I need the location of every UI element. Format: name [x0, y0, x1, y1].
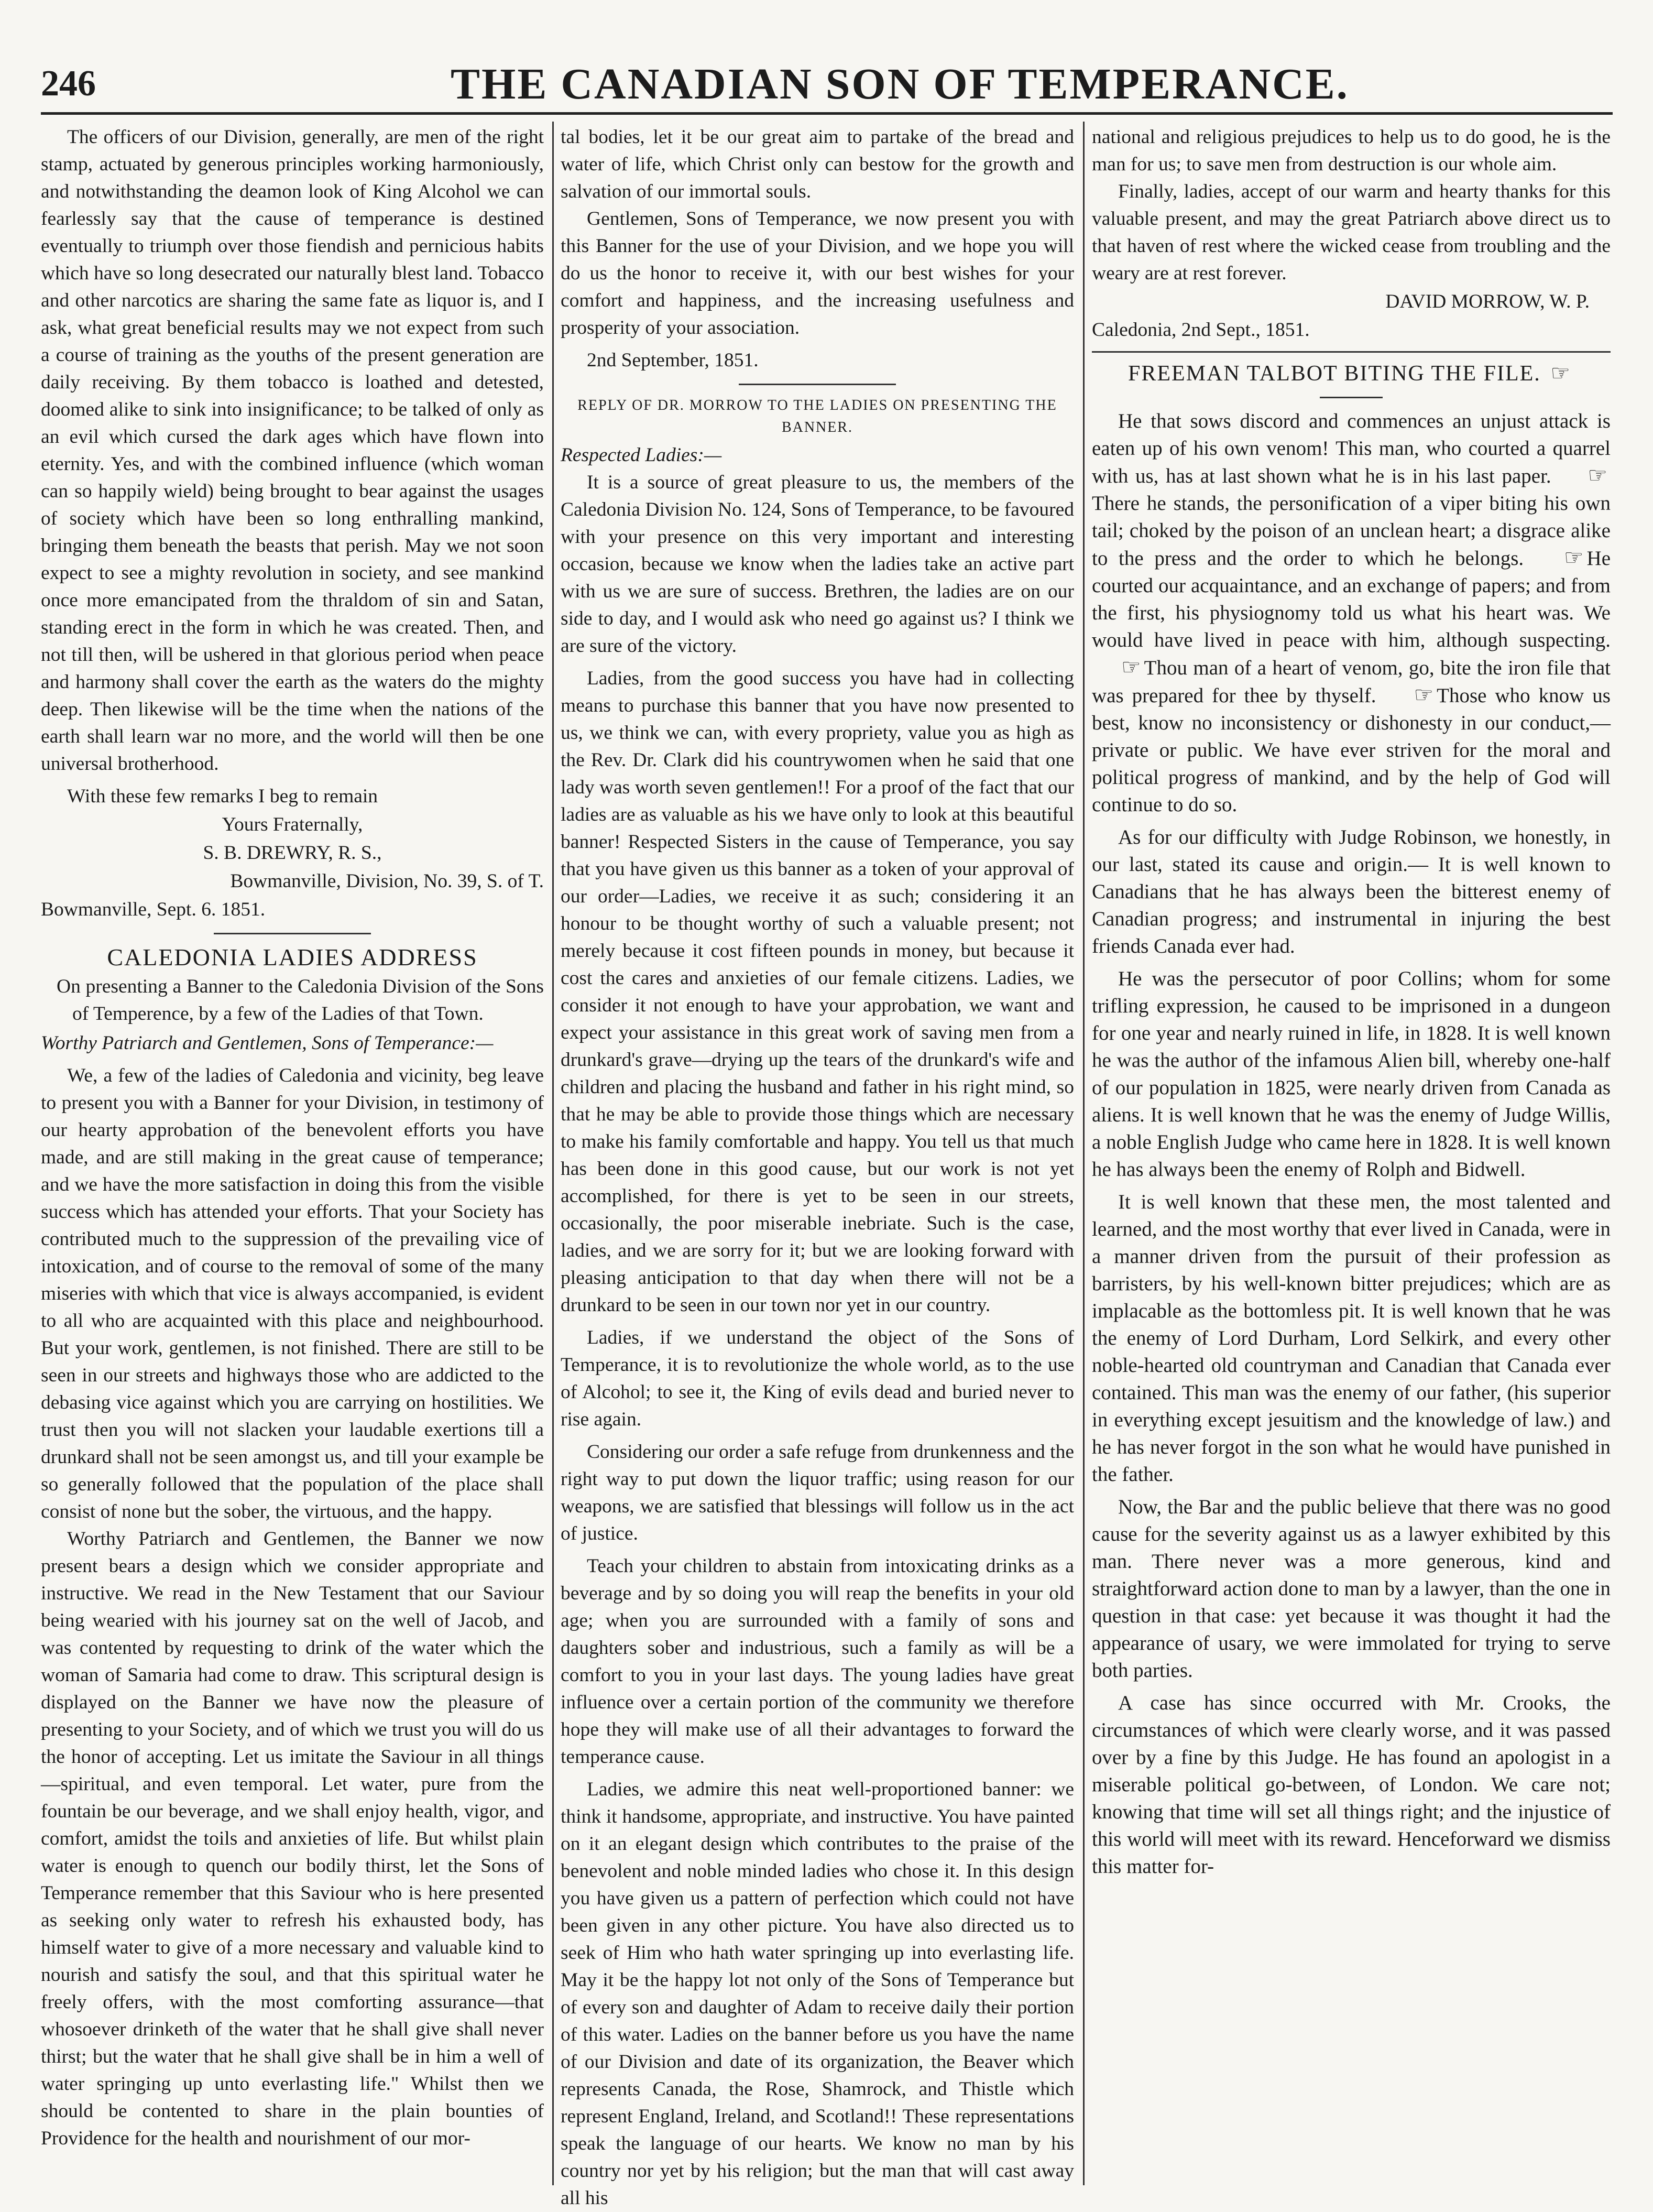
section-rule	[214, 933, 371, 934]
paragraph: Now, the Bar and the public believe that there was no good cause for the severity against us as a lawyer exhibited by this man. There never was a more generous, kind and straightforward action done to man by a lawyer, than the one in question in that case: yet because it was thought it had the appearance of usary, we were immolated for trying to serve both parties.	[1092, 1496, 1611, 1682]
paragraph-text: Thou man of a heart of venom, go, bite the iron file that was prepared for thee by thyself.	[1092, 657, 1611, 707]
section-title: REPLY OF DR. MORROW TO THE LADIES ON PRESENTING THE BANNER.	[577, 397, 1057, 435]
signer-name: DAVID MORROW, W. P.	[1385, 291, 1590, 312]
paragraph: Ladies, from the good success you have had in collecting means to purchase this banner that you have now presented to us, we think we can, with every propriety, value you as high as the Rev. Dr. Clark did his countrywomen when he said that one lady was worth seven gentlemen!! For a proof of the fact that our ladies are as valuable as his we have only to look at this beautiful banner! Respected Sisters in the cause of Temperance, you say that you have given us this banner as a token of your approval of our order—Ladies, we receive it as such; considering it an honour to be thought worthy of such a valuable present; not merely because it cost fifteen pounds in money, but because it cost the cares and anxieties of our female citizens. Ladies, we consider it not enough to have your approbation, we want and expect your assistance in this great work of saving men from a drunkard's grave—drying up the tears of the drunkard's wife and children and placing the husband and father in his right mind, so that he may be able to provide those things which are necessary to make his family comfortable and happy. You tell us that much has been done in this good cause, but our work is not yet accomplished, for there is yet to be seen in our streets, occasionally, the poor miserable inebriate. Such is the case, ladies, and we are sorry for it; but we are looking forward with pleasing anticipation to that day when there will not be a drunkard to be seen in our town nor yet in our country.	[561, 668, 1074, 1316]
section-title	[1092, 360, 1611, 387]
column-3	[1092, 124, 1611, 2175]
paragraph-text: Those who know us best, know no inconsistency or dishonesty in our conduct,—private or public. We have ever striven for the moral and political progress of mankind, and by the help of God will continue to do so.	[1092, 684, 1611, 816]
paragraph	[1092, 408, 1611, 819]
paragraph: It is a source of great pleasure to us, the members of the Caledonia Division No. 124, Sons of Temperance, to be favoured with your presence on this very important and interesting occasion, because we know when the ladies take an active part with us we are sure of success. Brethren, the ladies are on our side to day, and I would ask who need go against us? I think we are sure of the victory.	[561, 472, 1074, 657]
page-title: THE CANADIAN SON OF TEMPERANCE.	[451, 60, 1349, 108]
closing: Yours Fraternally,	[222, 814, 363, 835]
paragraph: Gentlemen, Sons of Temperance, we now present you with this Banner for the use of your Division, and we hope you will do us the honor to receive it, with our best wishes for your comfort and happiness, and the increasing usefulness and prosperity of your association.	[561, 208, 1074, 339]
paragraph: A case has since occurred with Mr. Crooks, the circumstances of which were clearly worse, and it was passed over by a fine by this Judge. He has found an apologist in a miserable political go-between, of London. We care not; knowing that time will set all things right; and the injustice of this world will meet with its reward. Henceforward we dismiss this matter for-	[1092, 1692, 1611, 1878]
pointing-hand-icon: ☞	[1563, 546, 1584, 570]
paragraph: Finally, ladies, accept of our warm and hearty thanks for this valuable present, and may the great Patriarch above direct us to that haven of rest where the wicked cease from troubling and the weary are at rest forever.	[1092, 181, 1611, 284]
section-title: CALEDONIA LADIES ADDRESS	[107, 944, 478, 971]
salutation: Respected Ladies:—	[561, 444, 722, 466]
paragraph: Considering our order a safe refuge from drunkenness and the right way to put down the liquor traffic; using reason for our weapons, we are satisfied that blessings will follow us in the act of justice.	[561, 1441, 1074, 1544]
pointing-hand-icon: ☞	[1588, 464, 1608, 488]
paragraph-text: There he stands, the personification of a viper biting his own tail; choked by the poison of an unclean heart; a disgrace alike to the press and the order to which he belongs.	[1092, 492, 1611, 570]
signer-name: S. B. DREWRY, R. S.,	[203, 842, 382, 864]
pointing-hand-icon: ☞	[1550, 362, 1571, 386]
paragraph: Worthy Patriarch and Gentlemen, the Banner we now present bears a design which we consider appropriate and instructive. We read in the New Testament that our Saviour being wearied with his journey sat on the well of Jacob, and was contented by requesting to drink of the water which the woman of Samaria had come to draw. This scriptural design is displayed on the Banner we have now the pleasure of presenting to your Society, and of which we trust you will do us the honor of accepting. Let us imitate the Saviour in all things—spiritual, and even temporal. Let water, pure from the fountain be our beverage, and we shall enjoy health, vigor, and comfort, amidst the toils and anxieties of life. But whilst plain water is enough to quench our bodily thirst, let the Sons of Temperance remember that this Saviour who is here presented as seeking only water to refresh his exhausted body, has himself water to give of a more necessary and valuable kind to nourish and satisfy the soul, and that this spiritual water he freely offers, with the most comforting assurance—that whosoever drinketh of the water that he shall give shall never thirst; but the water that he shall give shall be in him a well of water springing up unto everlasting life." Whilst then we should be contented to share in the plain bounties of Providence for the health and nourishment of our mor-	[41, 1528, 544, 2149]
paragraph: tal bodies, let it be our great aim to partake of the bread and water of life, which Christ only can bestow for the growth and salvation of our immortal souls.	[561, 126, 1074, 202]
signer-organization: Bowmanville, Division, No. 39, S. of T.	[230, 870, 544, 892]
paragraph: He was the persecutor of poor Collins; whom for some trifling expression, he caused to be imprisoned in a dungeon for one year and nearly ruined in life, in 1828. It is well known he was the author of the infamous Alien bill, whereby one-half of our population in 1825, were nearly driven from Canada as aliens. It is well known that he was the enemy of Judge Willis, a noble English Judge who came here in 1828. It is well known he has always been the enemy of Rolph and Bidwell.	[1092, 967, 1611, 1181]
paragraph-text: He that sows discord and commences an unjust attack is eaten up of his own venom! This man, who courted a quarrel with us, has at last shown what he is in his last paper.	[1092, 410, 1611, 487]
salutation: Worthy Patriarch and Gentlemen, Sons of Temperance:—	[41, 1032, 494, 1054]
section-rule	[1092, 351, 1611, 353]
section-title-text: FREEMAN TALBOT BITING THE FILE.	[1128, 362, 1541, 386]
column-2	[561, 124, 1074, 2209]
section-rule	[1320, 397, 1383, 398]
paragraph-text: He courted our acquaintance, and an exchange of papers; and from the first, his physiognomy told us what his heart was. We would have lived in peace with him, although suspecting.	[1092, 547, 1611, 651]
dateline: 2nd September, 1851.	[587, 350, 759, 371]
pointing-hand-icon: ☞	[1121, 656, 1141, 680]
paragraph: Ladies, we admire this neat well-proportioned banner: we think it handsome, appropriate, and instructive. You have painted on it an elegant design which contributes to the praise of the benevolent and noble minded ladies who chose it. In this design you have given us a pattern of perfection which could not have been given in any other picture. You have also directed us to seek of Him who hath water springing up into everlasting life. May it be the happy lot not only of the Sons of Temperance but of every son and daughter of Adam to receive daily their portion of this water. Ladies on the banner before us you have the name of our Division and date of its organization, the Beaver which represents Canada, the Rose, Shamrock, and Thistle which represent England, Ireland, and Scotland!! These representations speak the language of our hearts. We know no man by his country nor yet by his religion; but the man that will cast away all his	[561, 1779, 1074, 2209]
paragraph: With these few remarks I beg to remain	[67, 786, 378, 807]
column-divider	[1083, 122, 1085, 2185]
pointing-hand-icon: ☞	[1414, 683, 1434, 707]
dateline: Bowmanville, Sept. 6. 1851.	[41, 899, 266, 920]
header-rule	[41, 112, 1613, 115]
section-rule	[739, 384, 896, 385]
paragraph: national and religious prejudices to help us to do good, he is the man for us; to save men from destruction is our whole aim.	[1092, 126, 1611, 175]
section-subtitle: On presenting a Banner to the Caledonia Division of the Sons of Temperence, by a few of the Ladies of that Town.	[57, 976, 544, 1025]
paragraph: Teach your children to abstain from intoxicating drinks as a beverage and by so doing you will reap the benefits in your old age; when you are surrounded with a family of sons and daughters sober and industrious, such a family as will be a comfort to you in your last days. The young ladies have great influence over a certain portion of the community we therefore hope they will make use of all their advantages to forward the temperance cause.	[561, 1555, 1074, 1768]
dateline: Caledonia, 2nd Sept., 1851.	[1092, 319, 1310, 341]
paragraph: It is well known that these men, the most talented and learned, and the most worthy that ever lived in Canada, were in a manner driven from the pursuit of their profession as barristers, by his well-known bitter prejudices; which are as implacable as the bottomless pit. It is well known that he was the enemy of Lord Durham, Lord Selkirk, and every other noble-hearted old countryman and Canadian that Canada ever contained. This man was the enemy of our father, (his superior in everything except jesuitism and the knowledge of law.) and he has never forgot in the son what he would have punished in the father.	[1092, 1191, 1611, 1486]
column-divider	[552, 122, 554, 2185]
page-number: 246	[41, 63, 96, 104]
paragraph: We, a few of the ladies of Caledonia and vicinity, beg leave to present you with a Banner for your Division, in testimony of our hearty approbation of the benevolent efforts you have made, and are still making in the great cause of temperance; and we have the more satisfaction in doing this from the visible success which has attended your efforts. That your Society has contributed much to the suppression of the prevailing vice of intoxication, and of course to the removal of some of the many miseries with which that vice is always accompanied, is evident to all who are acquainted with this place and neighbourhood. But your work, gentlemen, is not finished. There are still to be seen in our streets and highways those who are addicted to the debasing vice against which you are carrying on hostilities. We trust then you will not slacken your laudable exertions till a drunkard shall not be seen amongst us, and till your example be so generally followed that the population of the place shall consist of none but the sober, the virtuous, and the happy.	[41, 1065, 544, 1522]
column-1	[41, 124, 544, 2175]
paragraph: The officers of our Division, generally, are men of the right stamp, actuated by generous principles working harmoniously, and notwithstanding the deamon look of King Alcohol we can fearlessly say that the cause of temperance is destined eventually to triumph over those fiendish and pernicious habits which have so long desecrated our naturally blest land. Tobacco and other narcotics are sharing the same fate as liquor is, and I ask, what great beneficial results may we not expect from such a course of training as the youths of the present generation are daily receiving. By them tobacco is loathed and detested, doomed alike to sink into insignificance; to be talked of only as an evil which cursed the dark ages which have flown into eternity. Yes, and with the combined influence (which woman can so happily wield) being brought to bear against the usages of society which have been so long enthralling mankind, bringing them beneath the beasts that perish. May we not soon expect to see a mighty revolution in society, and see mankind once more emancipated from the thraldom of sin and Satan, standing erect in the form in which he was created. Then, and not till then, will be ushered in that glorious period when peace and harmony shall cover the earth as the waters do the mighty deep. Then likewise will be the time when the nations of the earth shall learn war no more, and the world will then be one universal brotherhood.	[41, 126, 544, 775]
paragraph: Ladies, if we understand the object of the Sons of Temperance, it is to revolutionize the whole world, as to the use of Alcohol; to see it, the King of evils dead and buried never to rise again.	[561, 1327, 1074, 1430]
paragraph: As for our difficulty with Judge Robinson, we honestly, in our last, stated its cause and origin.— It is well known to Canadians that he has always been the bitterest enemy of Canadian progress; and instrumental in injuring the best friends Canada ever had.	[1092, 826, 1611, 957]
